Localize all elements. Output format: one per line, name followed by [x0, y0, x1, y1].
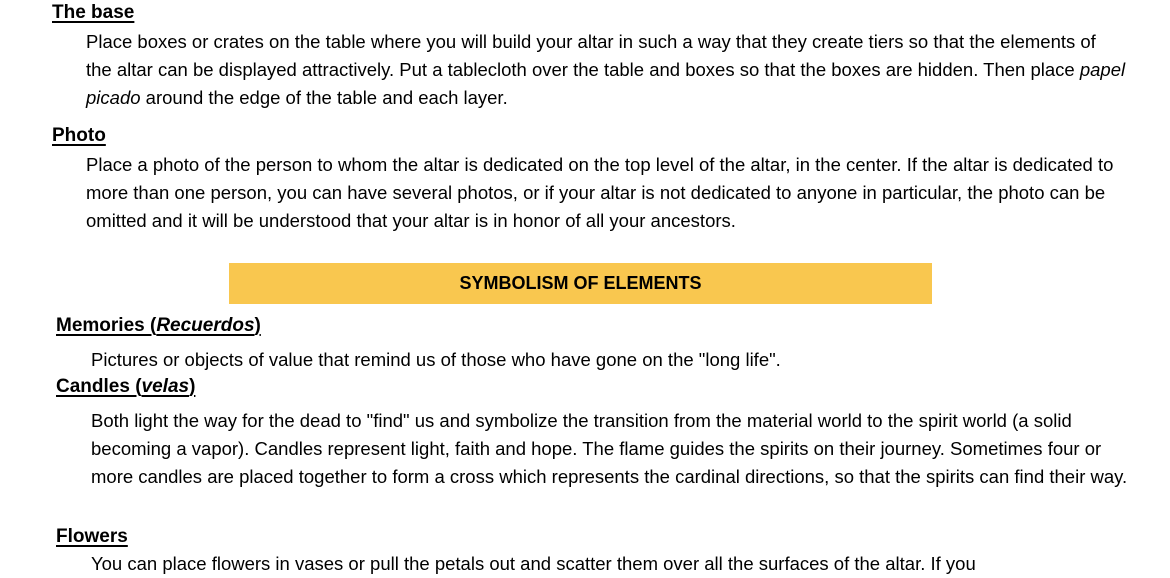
memories-heading-part-2: ) — [254, 315, 261, 336]
section-text-base — [86, 28, 1126, 112]
base-text-italic: papel picado — [86, 59, 1126, 108]
section-heading-memories — [56, 315, 261, 337]
section-heading-candles — [56, 376, 195, 398]
symbolism-banner-label: SYMBOLISM OF ELEMENTS — [459, 273, 702, 293]
section-heading-flowers: Flowers — [56, 526, 128, 547]
section-text-memories: Pictures or objects of value that remind us of those who have gone on the "long life". — [91, 349, 781, 370]
section-text-photo: Place a photo of the person to whom the altar is dedicated on the top level of the altar, in the center. If the altar is dedicated to more than one person, you can have several photos, or if your altar is not dedicated to anyone in particular, the photo can be omitted and it will be understood that your altar is in honor of all your ancestors. — [86, 154, 1114, 231]
candles-heading-italic: velas — [141, 376, 190, 397]
section-text-candles: Both light the way for the dead to "find" us and symbolize the transition from the material world to the spirit world (a solid becoming a vapor). Candles represent light, faith and hope. The flame guides the spirits on their journey. Sometimes four or more candles are placed together to form a cross which represents the cardinal directions, so that the spirits can find their way. — [91, 410, 1128, 487]
candles-heading-part-2: ) — [189, 376, 196, 397]
memories-heading-italic: Recuerdos — [156, 315, 255, 336]
section-text-flowers: You can place flowers in vases or pull the petals out and scatter them over all the surfaces of the altar. If you — [91, 553, 976, 574]
base-text-part-2: around the edge of the table and each layer. — [140, 87, 508, 108]
section-heading-photo: Photo — [52, 125, 106, 146]
section-heading-base: The base — [52, 2, 135, 23]
candles-heading-part-1: Candles ( — [56, 376, 142, 397]
base-text-part-1: Place boxes or crates on the table where you will build your altar in such a way that they create tiers so that the elements of the altar can be displayed attractively. Put a tablecloth over the table and boxes so that the boxes are hidden. Then place — [86, 31, 1096, 80]
symbolism-banner — [229, 263, 932, 304]
memories-heading-part-1: Memories ( — [56, 315, 157, 336]
